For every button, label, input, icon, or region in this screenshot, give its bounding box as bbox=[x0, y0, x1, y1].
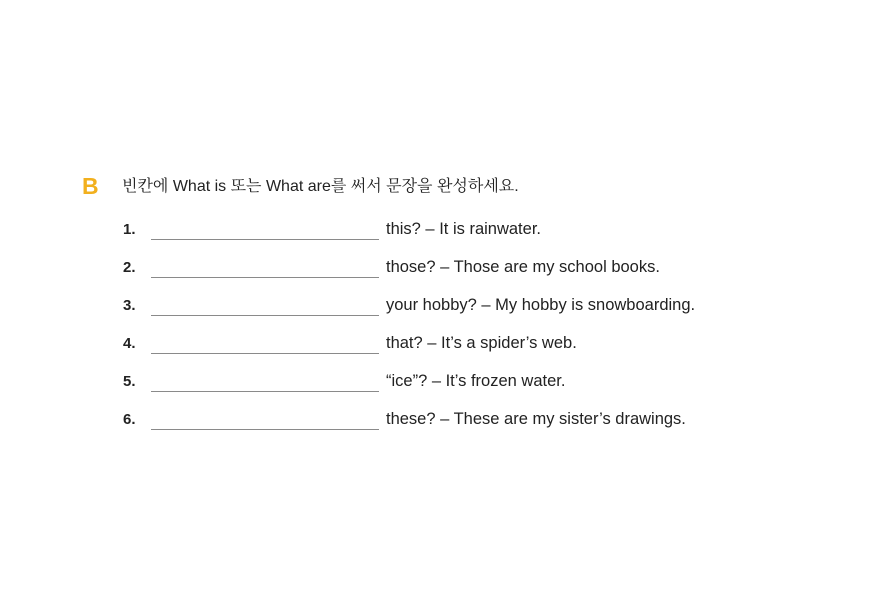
exercise-item bbox=[123, 330, 803, 368]
exercise-section-b bbox=[82, 172, 842, 428]
item-number: 5. bbox=[123, 373, 136, 390]
answer-blank[interactable] bbox=[151, 353, 379, 354]
section-header bbox=[82, 172, 842, 204]
item-number: 1. bbox=[123, 221, 136, 238]
item-text: these? – These are my sister’s drawings. bbox=[386, 410, 686, 428]
exercise-item bbox=[123, 216, 803, 254]
item-text: “ice”? – It’s frozen water. bbox=[386, 372, 566, 390]
answer-blank[interactable] bbox=[151, 315, 379, 316]
section-letter: B bbox=[82, 173, 99, 199]
item-number: 6. bbox=[123, 411, 136, 428]
item-number: 3. bbox=[123, 297, 136, 314]
exercise-item bbox=[123, 406, 803, 444]
item-text: your hobby? – My hobby is snowboarding. bbox=[386, 296, 696, 314]
exercise-instruction: 빈칸에 What is 또는 What are를 써서 문장을 완성하세요. bbox=[122, 178, 519, 195]
answer-blank[interactable] bbox=[151, 429, 379, 430]
exercise-item-list bbox=[123, 216, 803, 444]
item-number: 2. bbox=[123, 259, 136, 276]
item-number: 4. bbox=[123, 335, 136, 352]
answer-blank[interactable] bbox=[151, 239, 379, 240]
exercise-item bbox=[123, 254, 803, 292]
answer-blank[interactable] bbox=[151, 391, 379, 392]
exercise-item bbox=[123, 368, 803, 406]
item-text: that? – It’s a spider’s web. bbox=[386, 334, 577, 352]
exercise-item bbox=[123, 292, 803, 330]
answer-blank[interactable] bbox=[151, 277, 379, 278]
item-text: those? – Those are my school books. bbox=[386, 258, 660, 276]
item-text: this? – It is rainwater. bbox=[386, 220, 541, 238]
